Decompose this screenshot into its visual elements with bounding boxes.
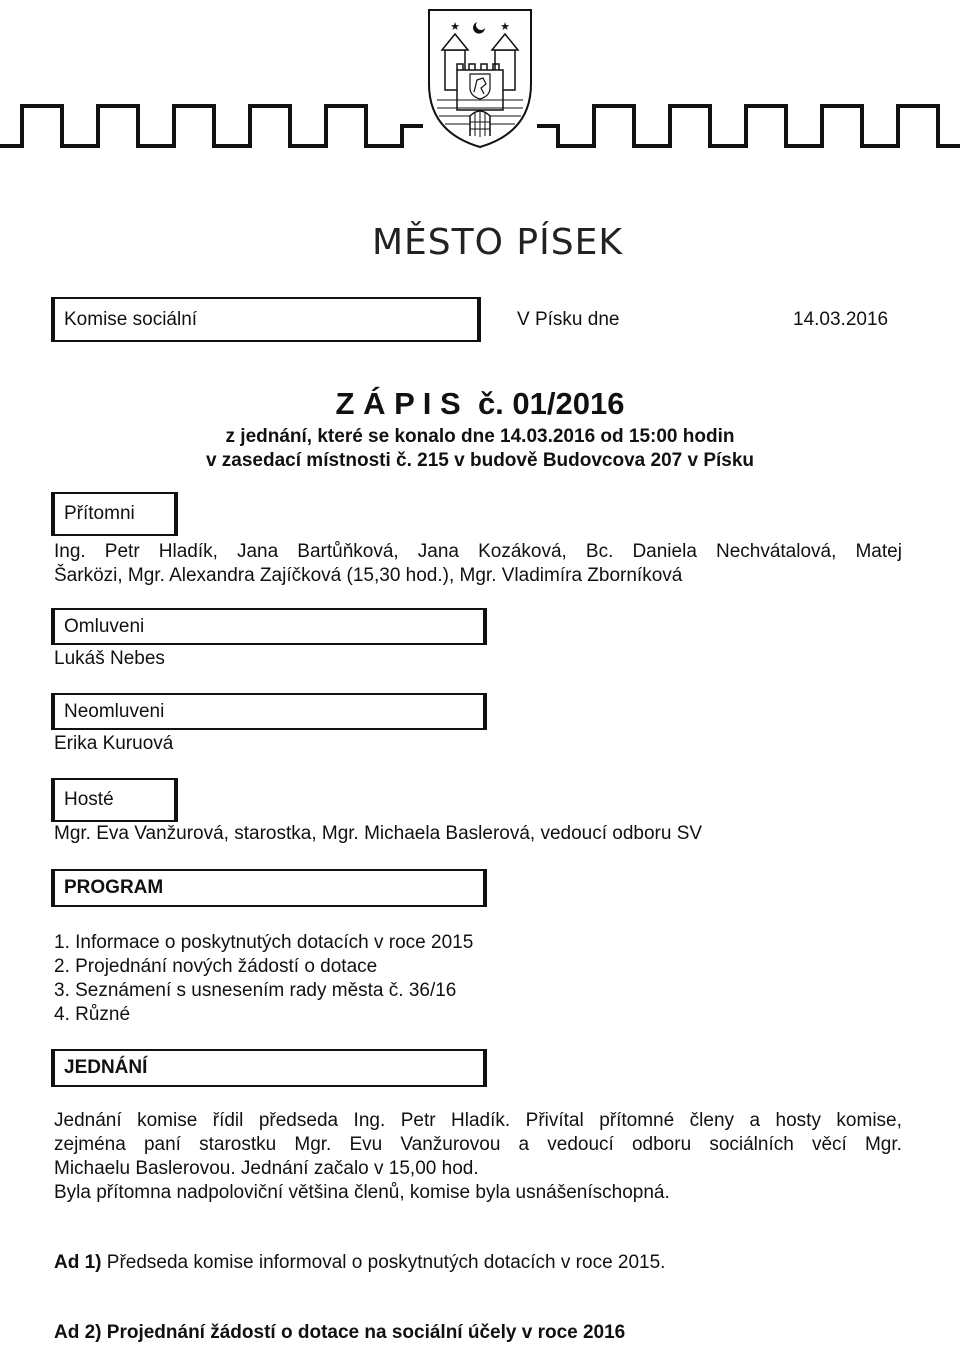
present-names-line-1: Ing. Petr Hladík, Jana Bartůňková, Jana Kozáková, Bc. Daniela Nechvátalová, Matej [54,541,902,562]
unexcused-heading-box [51,693,487,730]
proceedings-line-2: zejména paní starostku Mgr. Evu Vanžurovou a vedoucí odboru sociálních věcí Mgr. [54,1134,902,1155]
program-item: 3. Seznámení s usnesením rady města č. 36/16 [54,980,457,1001]
agenda-point-2-label: Ad 2) [54,1322,102,1343]
city-name: MĚSTO PÍSEK [372,222,623,263]
proceedings-line-3: Michaelu Baslerovou. Jednání začalo v 15,00 hod. [54,1158,479,1179]
place-date-label: V Písku dne [517,309,620,330]
proceedings-line-1: Jednání komise řídil předseda Ing. Petr Hladík. Přivítal přítomné členy a hosty komise, [54,1110,902,1131]
guests-names: Mgr. Eva Vanžurová, starostka, Mgr. Michaela Baslerová, vedoucí odboru SV [54,823,703,844]
present-heading-box [51,492,178,536]
meeting-date: 14.03.2016 [793,309,889,330]
agenda-point-1-text: Předseda komise informoval o poskytnutých dotacích v roce 2015. [106,1252,666,1273]
agenda-point-1-label: Ad 1) [54,1252,102,1273]
guests-heading-box [51,778,178,822]
unexcused-names: Erika Kuruová [54,733,174,754]
program-item: 2. Projednání nových žádostí o dotace [54,956,378,977]
svg-text:★: ★ [500,21,510,33]
program-heading-box [51,869,487,907]
committee-name: Komise sociální [64,308,198,330]
program-item: 4. Různé [54,1004,131,1025]
document-title: Z Á P I S č. 01/2016 [335,386,625,421]
city-wall-ornament [0,96,960,152]
agenda-point-1 [54,1252,665,1274]
present-names-line-2: Šarközi, Mgr. Alexandra Zajíčková (15,30 hod.), Mgr. Vladimíra Zborníková [54,565,683,586]
proceedings-heading: JEDNÁNÍ [64,1057,148,1078]
program-item: 1. Informace o poskytnutých dotacích v roce 2015 [54,932,474,953]
title-subline-2: v zasedací místnosti č. 215 v budově Budovcova 207 v Písku [205,450,755,471]
svg-text:★: ★ [450,21,460,33]
present-heading: Přítomni [64,503,135,524]
excused-names: Lukáš Nebes [54,648,165,669]
agenda-point-2 [54,1322,625,1344]
proceedings-line-4: Byla přítomna nadpoloviční většina členů, komise byla usnášeníschopná. [54,1182,670,1203]
proceedings-heading-box [51,1049,487,1087]
committee-box [51,297,481,342]
excused-heading: Omluveni [64,615,145,637]
program-heading: PROGRAM [64,877,164,898]
guests-heading: Hosté [64,789,114,810]
agenda-point-2-text: Projednání žádostí o dotace na sociální účely v roce 2016 [106,1322,626,1343]
excused-heading-box [51,608,487,645]
unexcused-heading: Neomluveni [64,700,165,722]
title-subline-1: z jednání, které se konalo dne 14.03.2016 od 15:00 hodin [225,426,735,447]
